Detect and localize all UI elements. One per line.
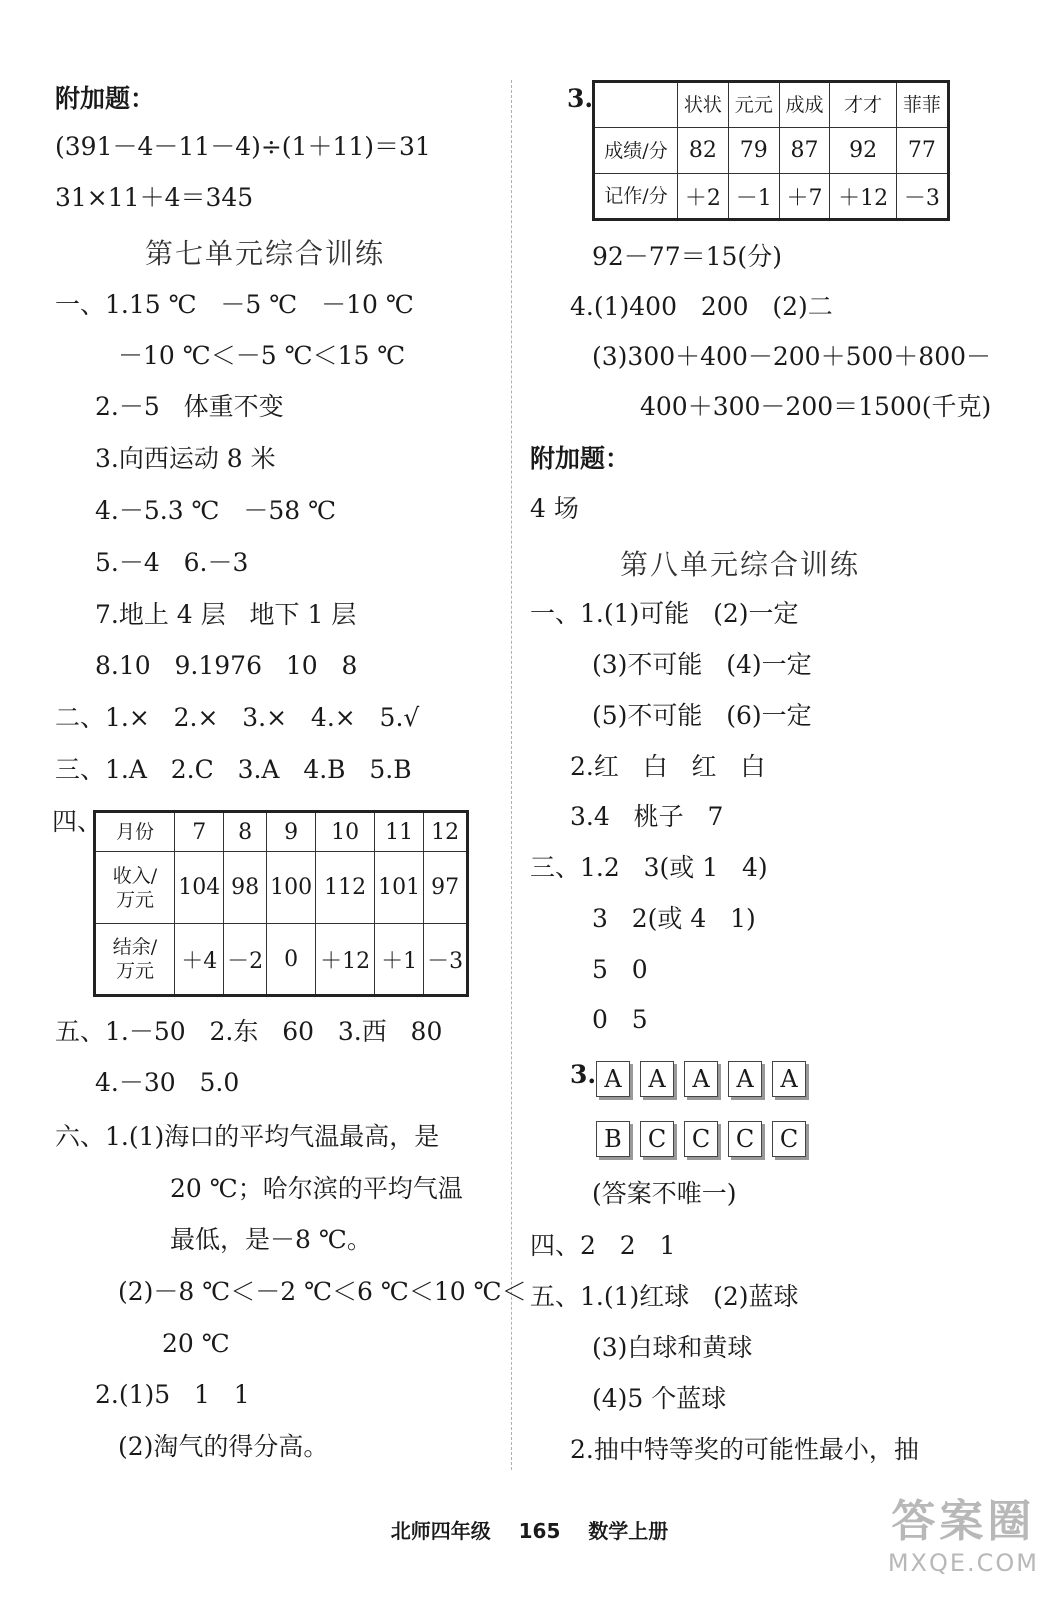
month-cell: 7 bbox=[175, 812, 224, 852]
footer-grade: 北师四年级 bbox=[390, 1519, 491, 1543]
u7-line-1: 一、1.15 ℃ －5 ℃ －10 ℃ bbox=[55, 290, 414, 319]
u8-line-6: 三、1.2 3(或 1 4) bbox=[530, 853, 768, 882]
u7-section-5-line-2: 4.－30 5.0 bbox=[95, 1068, 240, 1097]
u7-line-5: 4.－5.3 ℃ －58 ℃ bbox=[95, 496, 337, 525]
score-table bbox=[592, 80, 950, 221]
month-cell: 9 bbox=[266, 812, 315, 852]
income-cell: 100 bbox=[266, 852, 315, 924]
u8-section-5-line-2: (3)白球和黄球 bbox=[592, 1333, 753, 1362]
score-cell: 82 bbox=[678, 128, 729, 174]
balance-label-line-1: 结余/ bbox=[112, 936, 158, 958]
balance-cell: －3 bbox=[424, 924, 468, 996]
u7-section-6-line-7: (2)淘气的得分高。 bbox=[118, 1432, 329, 1461]
score-cell: 92 bbox=[830, 128, 896, 174]
u7-section-4-label: 四、 bbox=[52, 807, 103, 836]
u8-line-7: 3 2(或 4 1) bbox=[592, 904, 756, 933]
letter-box: A bbox=[684, 1061, 718, 1097]
score-row-label: 成绩/分 bbox=[594, 128, 678, 174]
u7-section-6-line-2: 20 ℃；哈尔滨的平均气温 bbox=[170, 1174, 463, 1203]
u7-section-2: 二、1.× 2.× 3.× 4.× 5.√ bbox=[55, 703, 420, 732]
page-number: 165 bbox=[518, 1519, 561, 1543]
u8-line-1: 一、1.(1)可能 (2)一定 bbox=[530, 599, 799, 628]
u8-line-4: 2.红 白 红 白 bbox=[570, 752, 766, 781]
letter-box: A bbox=[596, 1061, 630, 1097]
u8-line-8: 5 0 bbox=[592, 955, 648, 984]
student-name-cell: 才才 bbox=[830, 82, 896, 128]
u7-line-4: 3.向西运动 8 米 bbox=[95, 444, 276, 473]
income-label-line-2: 万元 bbox=[115, 888, 154, 911]
income-row bbox=[95, 852, 468, 924]
balance-cell: ＋4 bbox=[175, 924, 224, 996]
month-header-label: 月份 bbox=[95, 812, 175, 852]
record-cell: ＋2 bbox=[678, 174, 729, 220]
watermark-site: MXQE.COM bbox=[887, 1549, 1039, 1577]
score-table-corner bbox=[594, 82, 678, 128]
footer-subject: 数学上册 bbox=[588, 1519, 669, 1543]
income-row-label bbox=[95, 852, 175, 924]
letter-box: B bbox=[596, 1121, 630, 1157]
record-cell: －1 bbox=[728, 174, 779, 220]
q4-line-3: 400＋300－200＝1500(千克) bbox=[640, 392, 992, 421]
month-cell: 12 bbox=[424, 812, 468, 852]
month-cell: 11 bbox=[374, 812, 423, 852]
u7-section-5-line-1: 五、1.－50 2.东 60 3.西 80 bbox=[55, 1017, 443, 1046]
right-extra-answer: 4 场 bbox=[530, 494, 579, 523]
left-extra-line-2: 31×11＋4＝345 bbox=[55, 183, 254, 212]
income-cell: 101 bbox=[374, 852, 423, 924]
u7-section-3: 三、1.A 2.C 3.A 4.B 5.B bbox=[55, 755, 412, 784]
q3-label: 3. bbox=[567, 84, 594, 113]
u8-section-5-line-1: 五、1.(1)红球 (2)蓝球 bbox=[530, 1282, 799, 1311]
letter-box: C bbox=[640, 1121, 674, 1157]
balance-row bbox=[95, 924, 468, 996]
balance-cell: －2 bbox=[224, 924, 267, 996]
student-name-cell: 菲菲 bbox=[896, 82, 948, 128]
u8-line-9: 0 5 bbox=[592, 1005, 648, 1034]
record-row bbox=[594, 174, 949, 220]
u7-section-6-line-3: 最低，是－8 ℃。 bbox=[170, 1225, 372, 1254]
letter-box: C bbox=[728, 1121, 762, 1157]
balance-cell: 0 bbox=[266, 924, 315, 996]
u7-section-6-line-1: 六、1.(1)海口的平均气温最高，是 bbox=[55, 1122, 440, 1151]
unit7-title: 第七单元综合训练 bbox=[145, 237, 386, 270]
q4-line-2: (3)300＋400－200＋500＋800－ bbox=[592, 342, 991, 371]
month-cell: 10 bbox=[316, 812, 375, 852]
q3-answer: 92－77＝15(分) bbox=[592, 242, 782, 271]
income-table bbox=[93, 810, 469, 997]
income-table-header-row bbox=[95, 812, 468, 852]
letter-box: A bbox=[640, 1061, 674, 1097]
month-cell: 8 bbox=[224, 812, 267, 852]
student-name-cell: 成成 bbox=[779, 82, 830, 128]
balance-row-label bbox=[95, 924, 175, 996]
student-name-cell: 元元 bbox=[728, 82, 779, 128]
score-cell: 77 bbox=[896, 128, 948, 174]
box-row-1 bbox=[596, 1061, 816, 1097]
score-cell: 87 bbox=[779, 128, 830, 174]
income-cell: 104 bbox=[175, 852, 224, 924]
record-cell: －3 bbox=[896, 174, 948, 220]
column-divider bbox=[511, 80, 512, 1470]
letter-box: A bbox=[772, 1061, 806, 1097]
u8-section-5-line-4: 2.抽中特等奖的可能性最小，抽 bbox=[570, 1435, 919, 1464]
letter-box: A bbox=[728, 1061, 762, 1097]
record-row-label: 记作/分 bbox=[594, 174, 678, 220]
record-cell: ＋7 bbox=[779, 174, 830, 220]
letter-box: C bbox=[684, 1121, 718, 1157]
u8-note: (答案不唯一) bbox=[592, 1179, 737, 1208]
score-cell: 79 bbox=[728, 128, 779, 174]
u7-line-6: 5.－4 6.－3 bbox=[95, 548, 249, 577]
u8-line-5: 3.4 桃子 7 bbox=[570, 802, 724, 831]
income-cell: 112 bbox=[316, 852, 375, 924]
u7-section-6-line-4: (2)－8 ℃＜－2 ℃＜6 ℃＜10 ℃＜ bbox=[118, 1277, 527, 1306]
u8-q3-label: 3. bbox=[570, 1060, 597, 1089]
unit8-title: 第八单元综合训练 bbox=[620, 548, 861, 581]
u7-line-2: －10 ℃＜－5 ℃＜15 ℃ bbox=[118, 341, 406, 370]
right-extra-title: 附加题： bbox=[530, 444, 631, 473]
income-label-line-1: 收入/ bbox=[112, 864, 158, 887]
income-cell: 97 bbox=[424, 852, 468, 924]
u7-section-6-line-5: 20 ℃ bbox=[162, 1329, 230, 1358]
watermark-logo: 答案圈 bbox=[891, 1496, 1036, 1547]
u7-section-6-line-6: 2.(1)5 1 1 bbox=[95, 1380, 250, 1409]
letter-box: C bbox=[772, 1121, 806, 1157]
income-cell: 98 bbox=[224, 852, 267, 924]
u7-line-8: 8.10 9.1976 10 8 bbox=[95, 651, 358, 680]
u8-line-3: (5)不可能 (6)一定 bbox=[592, 701, 812, 730]
score-table-header-row bbox=[594, 82, 949, 128]
score-row bbox=[594, 128, 949, 174]
left-extra-title: 附加题： bbox=[55, 84, 156, 113]
student-name-cell: 状状 bbox=[678, 82, 729, 128]
box-row-2 bbox=[596, 1121, 816, 1157]
record-cell: ＋12 bbox=[830, 174, 896, 220]
watermark bbox=[888, 1485, 1039, 1577]
left-extra-line-1: (391－4－11－4)÷(1＋11)＝31 bbox=[55, 132, 431, 161]
u7-line-3: 2.－5 体重不变 bbox=[95, 392, 284, 421]
u8-section-5-line-3: (4)5 个蓝球 bbox=[592, 1384, 727, 1413]
q4-line-1: 4.(1)400 200 (2)二 bbox=[570, 292, 833, 321]
balance-cell: ＋12 bbox=[316, 924, 375, 996]
balance-cell: ＋1 bbox=[374, 924, 423, 996]
u8-section-4: 四、2 2 1 bbox=[530, 1231, 676, 1260]
balance-label-line-2: 万元 bbox=[115, 960, 154, 982]
u8-line-2: (3)不可能 (4)一定 bbox=[592, 650, 812, 679]
u7-line-7: 7.地上 4 层 地下 1 层 bbox=[95, 600, 357, 629]
